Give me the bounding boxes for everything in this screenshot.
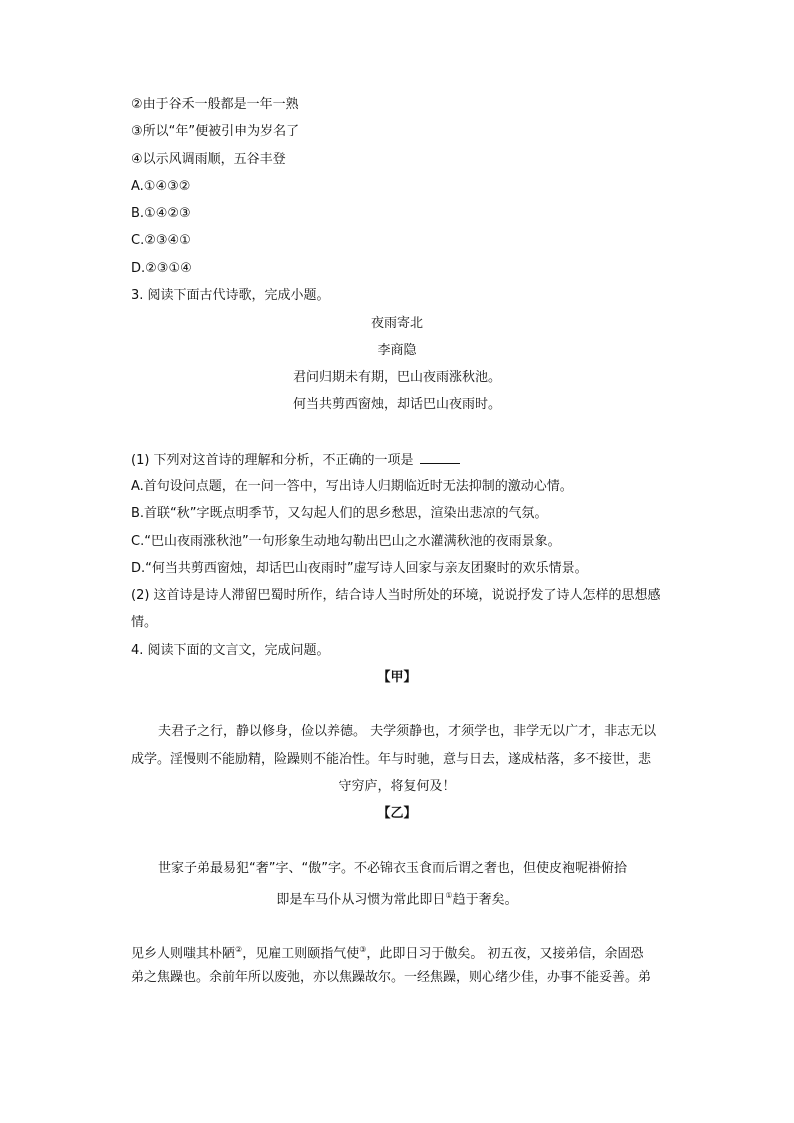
sub-question-1 — [131, 451, 460, 470]
yi-line-3 — [131, 941, 644, 963]
jia-line-3: 守穷庐，将复何及！ — [338, 779, 456, 794]
choice-d: D.“何当共剪西窗烛，却话巴山夜雨时”虚写诗人回家与亲友团聚时的欢乐情景。 — [131, 561, 588, 576]
choice-c: C.“巴山夜雨涨秋池”一句形象生动地勾勒出巴山之水灌满秋池的夜雨景象。 — [131, 534, 561, 549]
sub-question-1-text: (1) 下列对这首诗的理解和分析，不正确的一项是 — [131, 453, 414, 468]
option-line: ④以示风调雨顺，五谷丰登 — [131, 152, 286, 167]
section-yi-label: 【乙】 — [377, 806, 417, 821]
sub-question-2-cont: 情。 — [131, 615, 158, 630]
poem-author: 李商隐 — [377, 343, 417, 358]
footnote-marker: ① — [445, 891, 453, 900]
answer-option-b: B.①④②③ — [131, 206, 191, 221]
choice-b: B.首联“秋”字既点明季节，又勾起人们的思乡愁思，渲染出悲凉的气氛。 — [131, 506, 548, 521]
question-4-heading: 4. 阅读下面的文言文，完成问题。 — [131, 643, 330, 658]
option-line: ③所以“年”便被引申为岁名了 — [131, 124, 300, 139]
option-line: ②由于谷禾一般都是一年一熟 — [131, 97, 299, 112]
jia-line-2: 成学。淫慢则不能励精，险躁则不能冶性。年与时驰，意与日去，遂成枯落，多不接世，悲 — [131, 752, 652, 767]
jia-line-1: 夫君子之行，静以修身，俭以养德。 夫学须静也，才须学也，非学无以广才，非志无以 — [158, 724, 657, 739]
yi-line-3-text-a: 见乡人则嗤其朴陋 — [131, 946, 236, 962]
answer-option-c: C.②③④① — [131, 233, 191, 248]
answer-blank — [420, 451, 460, 464]
poem-title: 夜雨寄北 — [370, 316, 423, 331]
yi-line-2-text-b: 趋于奢矣。 — [452, 892, 518, 908]
choice-a: A.首句设问点题，在一问一答中，写出诗人归期临近时无法抑制的激动心情。 — [131, 479, 573, 494]
footnote-marker: ② — [235, 945, 243, 954]
yi-line-1: 世家子弟最易犯“奢”字、“傲”字。不必锦衣玉食而后谓之奢也，但使皮袍呢褂俯拾 — [158, 861, 627, 876]
yi-line-2-text-a: 即是车马仆从习惯为常此即日 — [276, 892, 446, 908]
yi-line-4: 弟之焦躁也。余前年所以废弛，亦以焦躁故尔。一经焦躁，则心绪少佳，办事不能妥善。弟 — [131, 970, 652, 985]
answer-option-d: D.②③①④ — [131, 261, 192, 276]
yi-line-2 — [0, 887, 794, 909]
yi-line-3-text-b: ，见雇工则颐指气使 — [242, 946, 360, 962]
footnote-marker: ③ — [359, 945, 367, 954]
poem-line-1: 君问归期未有期，巴山夜雨涨秋池。 — [292, 370, 501, 385]
yi-line-3-text-c: ，此即日习于傲矣。 初五夜，又接弟信，余固恐 — [366, 946, 644, 962]
question-3-heading: 3. 阅读下面古代诗歌，完成小题。 — [131, 288, 330, 303]
poem-line-2: 何当共剪西窗烛，却话巴山夜雨时。 — [292, 397, 501, 412]
answer-option-a: A.①④③② — [131, 179, 191, 194]
sub-question-2: (2) 这首诗是诗人滞留巴蜀时所作，结合诗人当时所处的环境，说说抒发了诗人怎样的思想感 — [131, 588, 661, 603]
section-jia-label: 【甲】 — [377, 670, 417, 685]
